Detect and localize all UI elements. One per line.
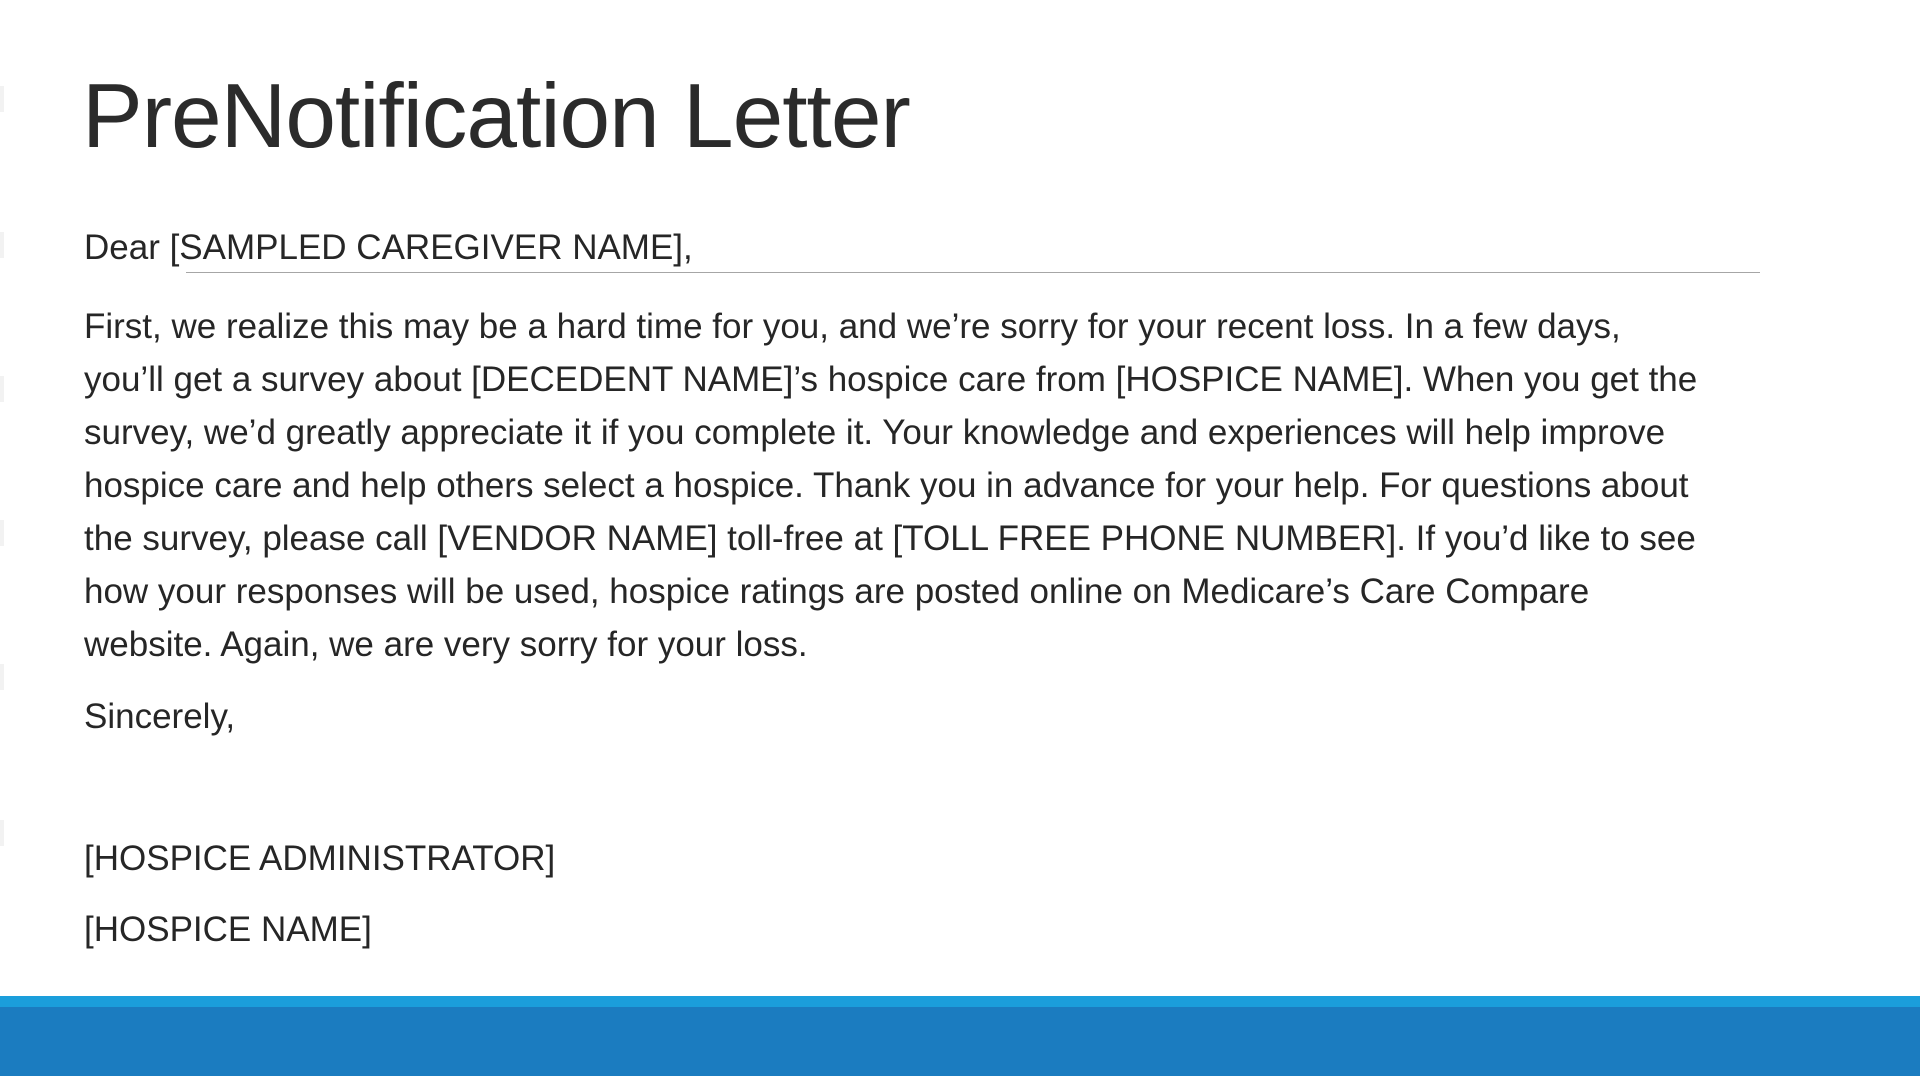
signature-organization: [HOSPICE NAME] (84, 910, 372, 949)
letter-paragraph (84, 305, 1784, 676)
title-divider (186, 272, 1760, 273)
letter-closing: Sincerely, (84, 697, 236, 736)
paragraph-line: website. Again, we are very sorry for your loss. (84, 625, 808, 664)
footer-main-bar (0, 1007, 1920, 1076)
slide-title: PreNotification Letter (82, 66, 910, 167)
slide-edge-marks (0, 0, 6, 1076)
paragraph-line: survey, we’d greatly appreciate it if you complete it. Your knowledge and experiences will help improve (84, 413, 1666, 452)
signature-name: [HOSPICE ADMINISTRATOR] (84, 839, 556, 878)
paragraph-line: how your responses will be used, hospice ratings are posted online on Medicare’s Care Compare (84, 572, 1590, 611)
paragraph-line: hospice care and help others select a hospice. Thank you in advance for your help. For questions about (84, 466, 1689, 505)
footer-accent-stripe (0, 996, 1920, 1007)
paragraph-line: the survey, please call [VENDOR NAME] toll-free at [TOLL FREE PHONE NUMBER]. If you’d like to see (84, 519, 1696, 558)
paragraph-line: you’ll get a survey about [DECEDENT NAME]’s hospice care from [HOSPICE NAME]. When you get the (84, 360, 1698, 399)
paragraph-line: First, we realize this may be a hard time for you, and we’re sorry for your recent loss. In a few days, (84, 307, 1621, 346)
footer-band (0, 996, 1920, 1076)
letter-salutation: Dear [SAMPLED CAREGIVER NAME], (84, 228, 693, 267)
